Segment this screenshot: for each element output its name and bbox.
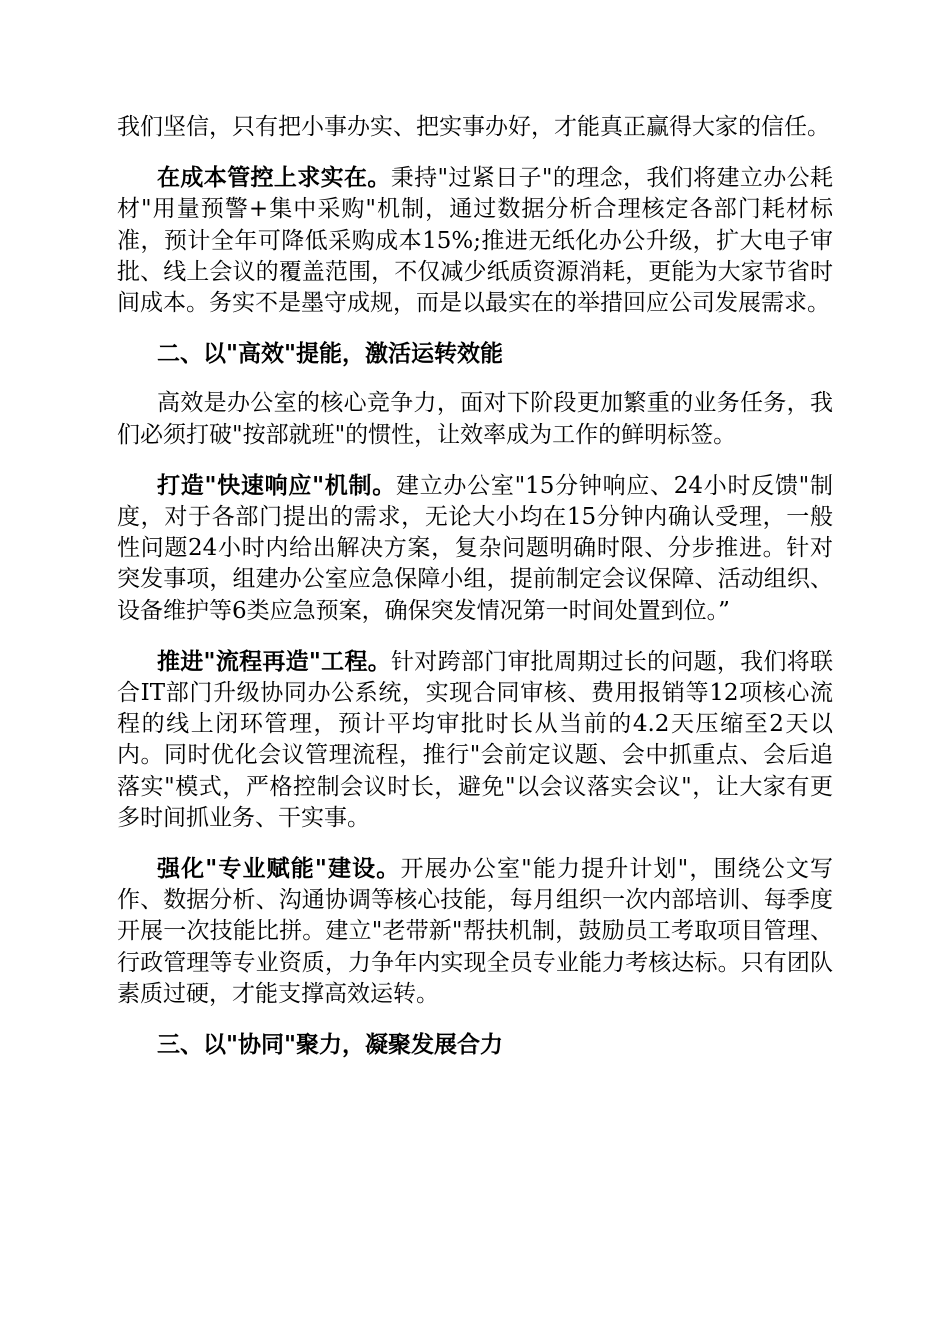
paragraph-text: 我们坚信，只有把小事办实、把实事办好，才能真正赢得大家的信任。 bbox=[117, 114, 830, 140]
paragraph bbox=[117, 162, 833, 319]
paragraph bbox=[117, 388, 833, 450]
paragraph bbox=[117, 853, 833, 1010]
section-heading: 二、以"高效"提能，激活运转效能 bbox=[157, 340, 503, 368]
paragraph-text: 秉持"过紧日子"的理念，我们将建立办公耗材"用量预警+集中采购"机制，通过数据分析合理核定各部门耗材标准，预计全年可降低采购成本15%;推进无纸化办公升级，扩大电子审批、线上会议的覆盖范围，不仅减少纸质资源消耗，更能为大家节省时间成本。务实不是墨守成规，而是以最实在的举措回应公司发展需求。 bbox=[117, 165, 833, 317]
paragraph bbox=[117, 470, 833, 627]
document-page bbox=[117, 112, 833, 1079]
paragraph-lead: 在成本管控上求实在。 bbox=[157, 164, 391, 192]
paragraph bbox=[117, 646, 833, 834]
paragraph bbox=[117, 112, 833, 143]
paragraph-text: 建立办公室"15分钟响应、24小时反馈"制度，对于各部门提出的需求，无论大小均在15分钟内确认受理，一般性问题24小时内给出解决方案，复杂问题明确时限、分步推进。针对突发事项，组建办公室应急保障小组，提前制定会议保障、活动组织、设备维护等6类应急预案，确保突发情况第一时间处置到位。” bbox=[117, 472, 833, 624]
paragraph-text: 针对跨部门审批周期过长的问题，我们将联合IT部门升级协同办公系统，实现合同审核、费用报销等12项核心流程的线上闭环管理，预计平均审批时长从当前的4.2天压缩至2天以内。同时优化会议管理流程，推行"会前定议题、会中抓重点、会后追落实"模式，严格控制会议时长，避免"以会议落实会议"，让大家有更多时间抓业务、干实事。 bbox=[117, 648, 834, 831]
paragraph-text: 高效是办公室的核心竞争力，面对下阶段更加繁重的业务任务，我们必须打破"按部就班"的惯性，让效率成为工作的鲜明标签。 bbox=[117, 390, 833, 448]
section-heading: 三、以"协同"聚力，凝聚发展合力 bbox=[157, 1031, 503, 1059]
paragraph-lead: 打造"快速响应"机制。 bbox=[157, 471, 396, 499]
paragraph-lead: 推进"流程再造"工程。 bbox=[157, 647, 392, 675]
paragraph-lead: 强化"专业赋能"建设。 bbox=[157, 855, 401, 883]
paragraph-text: 开展办公室"能力提升计划"，围绕公文写作、数据分析、沟通协调等核心技能，每月组织一次内部培训、每季度开展一次技能比拼。建立"老带新"帮扶机制，鼓励员工考取项目管理、行政管理等专业资质，力争年内实现全员专业能力考核达标。只有团队素质过硬，才能支撑高效运转。 bbox=[117, 856, 833, 1007]
